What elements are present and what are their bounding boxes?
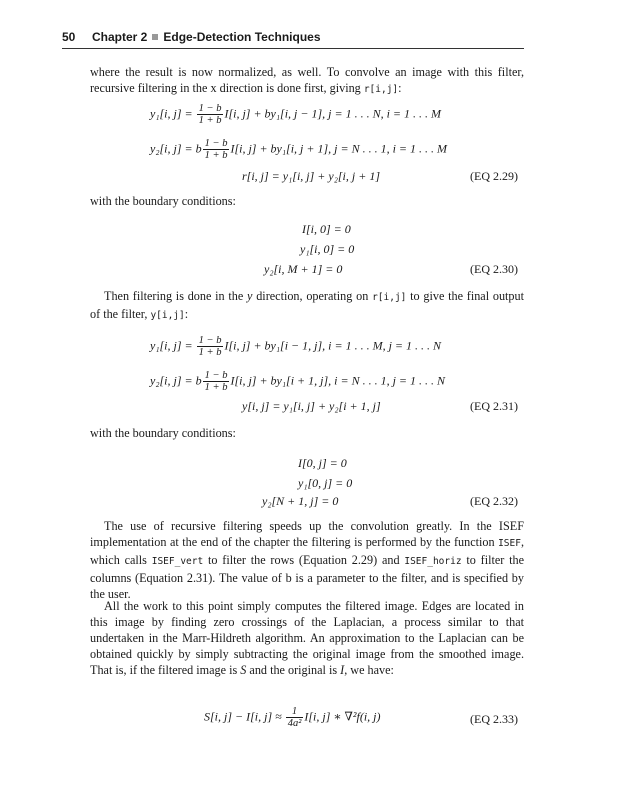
eq231-label: (EQ 2.31): [470, 399, 518, 413]
fraction: $\frac{1 - b}{1 + b}$: [204, 370, 228, 393]
separator-square-icon: [152, 34, 158, 40]
eq230-line2: y₁[i, 0] = 0: [300, 242, 355, 256]
section-label: Edge-Detection Techniques: [163, 30, 321, 44]
fraction: $\frac{1}{\text{4a²}}$: [287, 706, 302, 729]
paragraph-laplacian: All the work to this point simply computes the filtered image. Edges are located in this image by finding zero crossings of the Laplacian, a process similar to that undertaken in the Marr-Hildreth algorithm. An approximation to the Laplacian can be obtained quickly by simply subtracting the original image from the smoothed image. That is, if the filtered image is S and the original is I, we have:: [90, 599, 524, 677]
eq229-label: (EQ 2.29): [470, 169, 518, 183]
code-isef-vert: ISEF_vert: [151, 556, 204, 567]
eq232-line3: y₂[N + 1, j] = 0: [262, 494, 339, 508]
eq230-label: (EQ 2.30): [470, 262, 518, 276]
eq230-line3: y₂[i, M + 1] = 0: [264, 262, 343, 276]
eq230-line1: I[i, 0] = 0: [302, 222, 351, 236]
boundary-text-1: with the boundary conditions:: [90, 194, 236, 208]
eq231-line3: y[i, j] = y₁[i, j] + y₂[i + 1, j]: [242, 399, 381, 413]
eq233: S[i, j] − I[i, j] ≈ $\frac{1}{\text{4a²}}$ I[i, j] ∗ ∇²f(i, j): [204, 706, 381, 729]
code-r: r[i,j]: [363, 84, 399, 95]
paragraph-y-direction: Then filtering is done in the y direction, operating on r[i,j] to give the final output of the filter, y[i,j]:: [90, 289, 524, 321]
page-number: 50: [62, 30, 76, 44]
code-y: y[i,j]: [150, 310, 185, 321]
paragraph-intro: where the result is now normalized, as well. To convolve an image with this filter, recursive filtering in the x direction is done first, giving r[i,j]:: [90, 65, 524, 95]
eq231-line2: y₂[i, j] = b $\frac{1 - b}{1 + b}$ I[i, j] + by₁[i + 1, j], i = N . . . 1, j = 1 . . . N: [150, 370, 446, 393]
eq233-label: (EQ 2.33): [470, 712, 518, 726]
eq232-line2: y₁[0, j] = 0: [298, 476, 353, 490]
eq232-label: (EQ 2.32): [470, 494, 518, 508]
eq229-line3: r[i, j] = y₁[i, j] + y₂[i, j + 1]: [242, 169, 380, 183]
eq232-line1: I[0, j] = 0: [298, 456, 347, 470]
eq231-line1: y₁[i, j] = $\frac{1 - b}{1 + b}$ I[i, j] + by₁[i − 1, j], i = 1 . . . M, j = 1 . . . N: [150, 335, 442, 358]
boundary-text-2: with the boundary conditions:: [90, 426, 236, 440]
chapter-title: [92, 30, 321, 44]
eq229-line1: y₁[i, j] = $\frac{1 - b}{1 + b}$ I[i, j] + by₁[i, j − 1], j = 1 . . . N, i = 1 . . . M: [150, 103, 442, 126]
running-header: [62, 30, 524, 49]
code-r: r[i,j]: [372, 292, 407, 303]
fraction: $\frac{1 - b}{1 + b}$: [198, 103, 222, 126]
code-isef: ISEF: [498, 538, 521, 549]
chapter-label: Chapter 2: [92, 30, 148, 44]
fraction: $\frac{1 - b}{1 + b}$: [198, 335, 222, 358]
eq229-line2: y₂[i, j] = b $\frac{1 - b}{1 + b}$ I[i, j] + by₁[i, j + 1], j = N . . . 1, i = 1 . . . M: [150, 138, 448, 161]
fraction: $\frac{1 - b}{1 + b}$: [204, 138, 228, 161]
paragraph-recursive-filtering: The use of recursive filtering speeds up the convolution greatly. In the ISEF implementation at the end of the chapter the filtering is performed by the function ISEF, which calls ISEF_vert to filter the rows (Equation 2.29) and ISEF_horiz to filter the columns (Equation 2.31). The value of b is a parameter to the filter, and is specified by the user.: [90, 519, 524, 601]
code-isef-horiz: ISEF_horiz: [404, 556, 462, 567]
